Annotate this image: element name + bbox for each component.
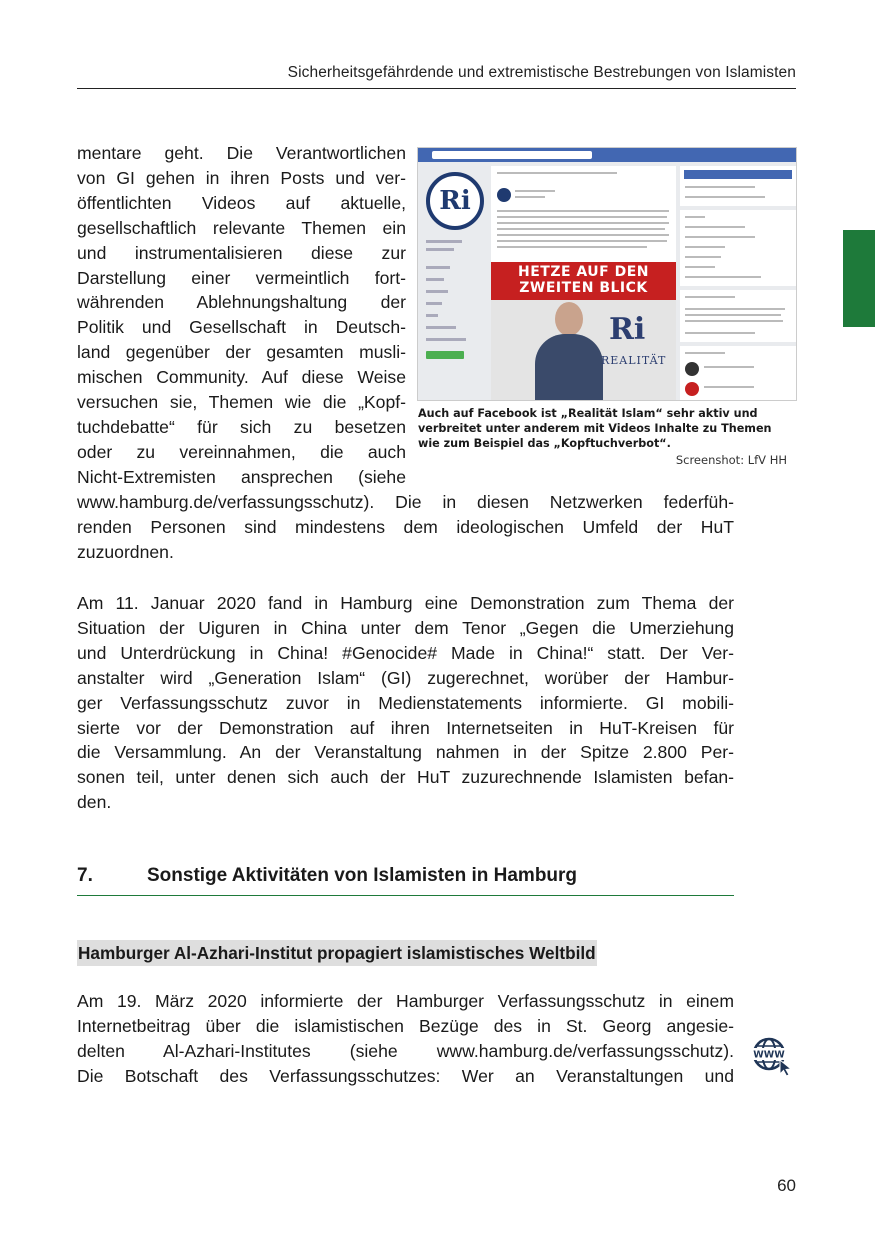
card-line <box>685 226 745 228</box>
post-line <box>497 228 665 230</box>
text-line: öffentlichten Videos auf aktuelle, <box>77 192 406 213</box>
text-line: tuchdebatte“ für sich zu besetzen <box>77 416 406 437</box>
section-rule <box>77 895 734 896</box>
suggested-page-avatar <box>685 362 699 376</box>
banner-line-2: ZWEITEN BLICK <box>519 280 648 296</box>
text-line: Politik und Gesellschaft in Deutsch- <box>77 317 406 338</box>
paragraph-1 <box>77 141 406 490</box>
info-card <box>680 346 796 401</box>
message-button <box>684 170 792 179</box>
card-line <box>685 320 783 322</box>
green-button <box>426 351 464 359</box>
chapter-tab-marker <box>843 230 875 327</box>
text-line: Die Botschaft des Verfassungsschutzes: Wer an Veranstaltungen und <box>77 1065 734 1086</box>
post-line <box>515 190 555 192</box>
card-line <box>685 236 755 238</box>
text-line: währenden Ablehnungshaltung der <box>77 292 406 313</box>
card-line <box>685 246 725 248</box>
www-globe-cursor-icon <box>751 1036 795 1076</box>
text-line: Am 19. März 2020 informierte der Hamburger Verfassungsschutz in einem <box>77 991 734 1011</box>
facebook-page-sidebar <box>422 166 488 398</box>
www-label: WWW <box>753 1049 785 1061</box>
info-card <box>680 166 796 206</box>
text-line: mischen Community. Auf diese Weise <box>77 367 406 388</box>
blurred-person-head <box>555 302 583 336</box>
brand-wordmark: REALITÄT <box>601 354 667 367</box>
page-number: 60 <box>777 1176 796 1195</box>
text-line: Internetbeitrag über die islamistischen Bezüge des in St. Georg angesie- <box>77 1015 734 1036</box>
paragraph-2 <box>77 591 734 815</box>
card-line <box>685 266 715 268</box>
text-line: den. <box>77 792 112 813</box>
header-rule <box>77 88 796 89</box>
text-line: die Versammlung. An der Veranstaltung nahmen in der Spitze 2.800 Per- <box>77 742 734 763</box>
banner-line-1: HETZE AUF DEN <box>517 264 650 280</box>
sidebar-line <box>426 290 448 293</box>
sidebar-line <box>426 314 438 317</box>
person-body <box>535 334 603 401</box>
post-line <box>497 240 667 242</box>
post-avatar <box>497 188 511 202</box>
card-line <box>685 314 781 316</box>
figure-caption: Auch auf Facebook ist „Realität Islam“ sehr aktiv und verbreitet unter anderem mit Videos Inhalte zu Themen wie zum Beispiel das „Kopftuchverbot“. <box>418 407 772 450</box>
text-line: Am 11. Januar 2020 fand in Hamburg eine Demonstration zum Thema der <box>77 593 734 613</box>
card-line <box>685 332 755 334</box>
text-line: Darstellung einer vermeintlich fort- <box>77 267 406 288</box>
text-line: Nicht-Extremisten ansprechen (siehe <box>77 466 406 487</box>
sidebar-line <box>426 248 454 251</box>
text-line: land gegenüber der gesamten musli- <box>77 342 406 363</box>
text-line: gesellschaftlich relevante Themen ein <box>77 217 406 238</box>
facebook-screenshot-figure <box>417 147 797 401</box>
text-line: versuchen sie, Themen wie die „Kopf- <box>77 392 406 413</box>
card-line <box>685 276 761 278</box>
text-line: delten Al-Azhari-Institutes (siehe www.hamburg.de/verfassungsschutz). <box>77 1040 734 1061</box>
ri-logo-mark: Ri <box>609 312 646 347</box>
card-line <box>685 196 765 198</box>
video-banner <box>491 262 676 300</box>
post-line <box>497 234 669 236</box>
sidebar-line <box>426 302 442 305</box>
text-line: www.hamburg.de/verfassungsschutz). Die in diesen Netzwerken federfüh- <box>77 492 734 512</box>
facebook-search-bar <box>432 151 592 159</box>
text-line: oder zu vereinnahmen, die auch <box>77 441 406 462</box>
facebook-right-column <box>680 166 796 401</box>
card-line <box>685 256 721 258</box>
section-heading <box>77 865 577 887</box>
sidebar-line <box>426 266 450 269</box>
post-line <box>497 222 669 224</box>
card-line <box>704 386 754 388</box>
text-line: mentare geht. Die Verantwortlichen <box>77 143 406 163</box>
facebook-top-bar <box>418 148 796 162</box>
running-header: Sicherheitsgefährdende und extremistische Bestrebungen von Islamisten <box>287 64 796 81</box>
facebook-post <box>491 166 676 401</box>
text-line: und instrumentalisieren diese zur <box>77 242 406 263</box>
video-banner-text <box>497 264 670 296</box>
post-line <box>497 246 647 248</box>
text-line: und Unterdrückung in China! #Genocide# Made in China!“ statt. Der Ver- <box>77 642 734 663</box>
text-line: zuzuordnen. <box>77 541 174 562</box>
card-line <box>704 366 754 368</box>
post-line <box>497 216 667 218</box>
sidebar-line <box>426 240 462 243</box>
sidebar-line <box>426 338 466 341</box>
text-line: renden Personen sind mindestens dem ideologischen Umfeld der HuT <box>77 516 734 537</box>
card-line <box>685 186 755 188</box>
card-line <box>685 308 785 310</box>
figure-credit: Screenshot: LfV HH <box>675 453 787 467</box>
card-line <box>685 352 725 354</box>
text-line: sierte vor der Demonstration auf ihren Internetseiten in HuT-Kreisen für <box>77 717 734 738</box>
text-line: ger Verfassungsschutz zuvor in Medienstatements informierte. GI mobili- <box>77 692 734 713</box>
section-number: 7. <box>77 865 93 886</box>
subheading: Hamburger Al-Azhari-Institut propagiert islamistisches Weltbild <box>77 940 597 966</box>
section-title: Sonstige Aktivitäten von Islamisten in Hamburg <box>147 865 578 886</box>
paragraph-3 <box>77 989 734 1089</box>
text-line: anstalter wird „Generation Islam“ (GI) zugerechnet, worüber der Hambur- <box>77 667 734 688</box>
text-line: von GI gehen in ihren Posts und ver- <box>77 167 406 188</box>
post-line <box>497 210 669 212</box>
post-line <box>515 196 545 198</box>
text-line: Situation der Uiguren in China unter dem Tenor „Gegen die Umerziehung <box>77 617 734 638</box>
post-toolbar-line <box>497 172 617 174</box>
text-line: sonen teil, unter denen sich auch der HuT zuzurechnende Islamisten befan- <box>77 767 734 788</box>
suggested-page-avatar <box>685 382 699 396</box>
video-thumbnail <box>491 262 676 401</box>
paragraph-1-continued <box>77 490 734 565</box>
card-line <box>685 216 705 218</box>
card-line <box>685 296 735 298</box>
realitaet-islam-logo: Ri <box>426 172 484 230</box>
info-card <box>680 210 796 286</box>
sidebar-line <box>426 326 456 329</box>
info-card <box>680 290 796 342</box>
sidebar-line <box>426 278 444 281</box>
